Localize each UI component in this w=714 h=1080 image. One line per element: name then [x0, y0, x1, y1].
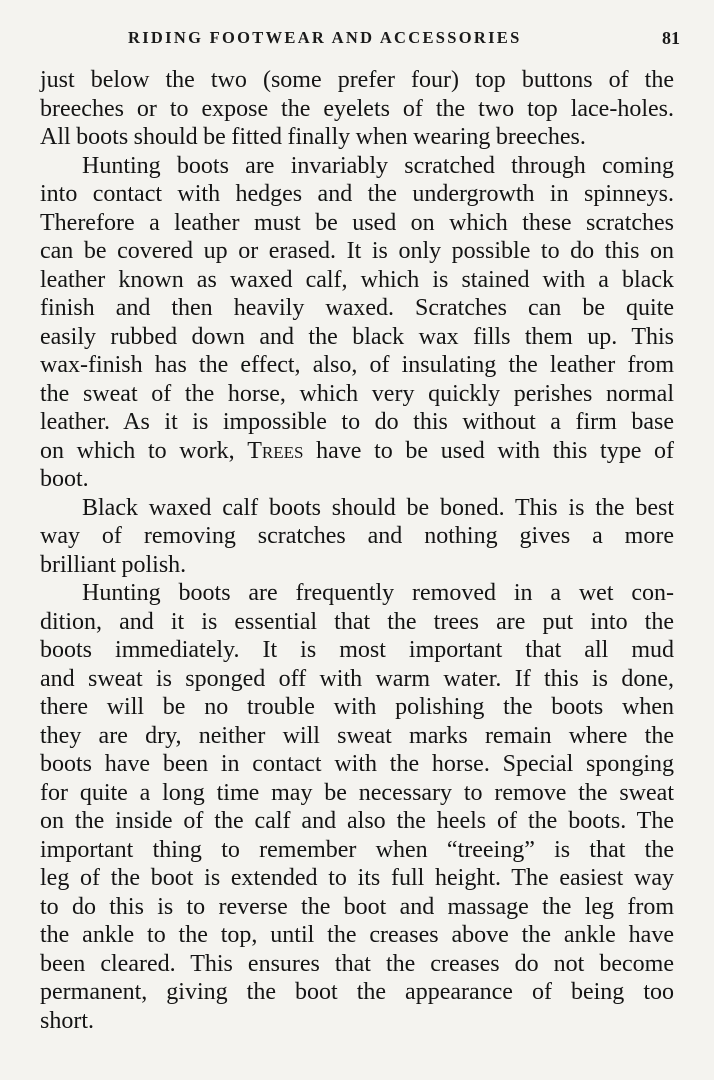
text-line: boots have been in contact with the horse. Special sponging [40, 751, 674, 777]
text-line [40, 437, 674, 466]
body-text [40, 66, 674, 1035]
text-line: important thing to remember when “treeing” is that the [40, 836, 674, 863]
text-line: just below the two (some prefer four) top buttons of the [40, 67, 674, 93]
text-line-start: on which to work, [40, 437, 235, 464]
text-line: into contact with hedges and the undergrowth in spinneys. [40, 181, 674, 207]
text-line: been cleared. This ensures that the creases do not become [40, 950, 674, 977]
text-line: way of removing scratches and nothing gives a more [40, 523, 674, 549]
text-line: on the inside of the calf and also the heels of the boots. The [40, 808, 674, 834]
text-line-end: have to be used with this type of [316, 437, 674, 464]
text-line: to do this is to reverse the boot and massage the leg from [40, 893, 674, 920]
text-line: leather. As it is impossible to do this without a firm base [40, 409, 674, 435]
text-line: can be covered up or erased. It is only possible to do this on [40, 238, 674, 264]
text-line: Hunting boots are invariably scratched through coming [82, 152, 674, 179]
text-line: All boots should be fitted finally when wearing breeches. [40, 124, 586, 150]
text-line: dition, and it is essential that the trees are put into the [40, 608, 674, 635]
trees-small-caps: Trees [247, 437, 304, 464]
page-number: 81 [662, 28, 680, 48]
text-line: Therefore a leather must be used on which these scratches [40, 209, 674, 236]
text-line: they are dry, neither will sweat marks remain where the [40, 722, 674, 749]
running-title: RIDING FOOTWEAR AND ACCESSORIES [128, 28, 522, 47]
text-line: permanent, giving the boot the appearance of being too [40, 979, 674, 1005]
text-line: breeches or to expose the eyelets of the two top lace-holes. [40, 95, 674, 122]
text-line: brilliant polish. [40, 551, 187, 578]
text-line: finish and then heavily waxed. Scratches can be quite [40, 295, 674, 321]
text-line: for quite a long time may be necessary to remove the sweat [40, 779, 674, 806]
text-line: boot. [40, 466, 89, 492]
text-line: there will be no trouble with polishing the boots when [40, 694, 674, 720]
text-line: and sweat is sponged off with warm water. If this is done, [40, 665, 674, 692]
text-line: boots immediately. It is most important that all mud [40, 637, 674, 663]
text-line: easily rubbed down and the black wax fills them up. This [40, 323, 674, 350]
running-head [40, 28, 680, 54]
text-line: short. [40, 1007, 94, 1034]
text-line: the sweat of the horse, which very quickly perishes normal [40, 380, 674, 407]
text-line: the ankle to the top, until the creases above the ankle have [40, 922, 674, 948]
text-line: Hunting boots are frequently removed in a wet con- [82, 580, 674, 606]
text-line: leg of the boot is extended to its full height. The easiest way [40, 865, 674, 891]
text-line: Black waxed calf boots should be boned. This is the best [82, 494, 674, 521]
text-line: leather known as waxed calf, which is stained with a black [40, 266, 674, 293]
text-line: wax-finish has the effect, also, of insulating the leather from [40, 352, 674, 378]
